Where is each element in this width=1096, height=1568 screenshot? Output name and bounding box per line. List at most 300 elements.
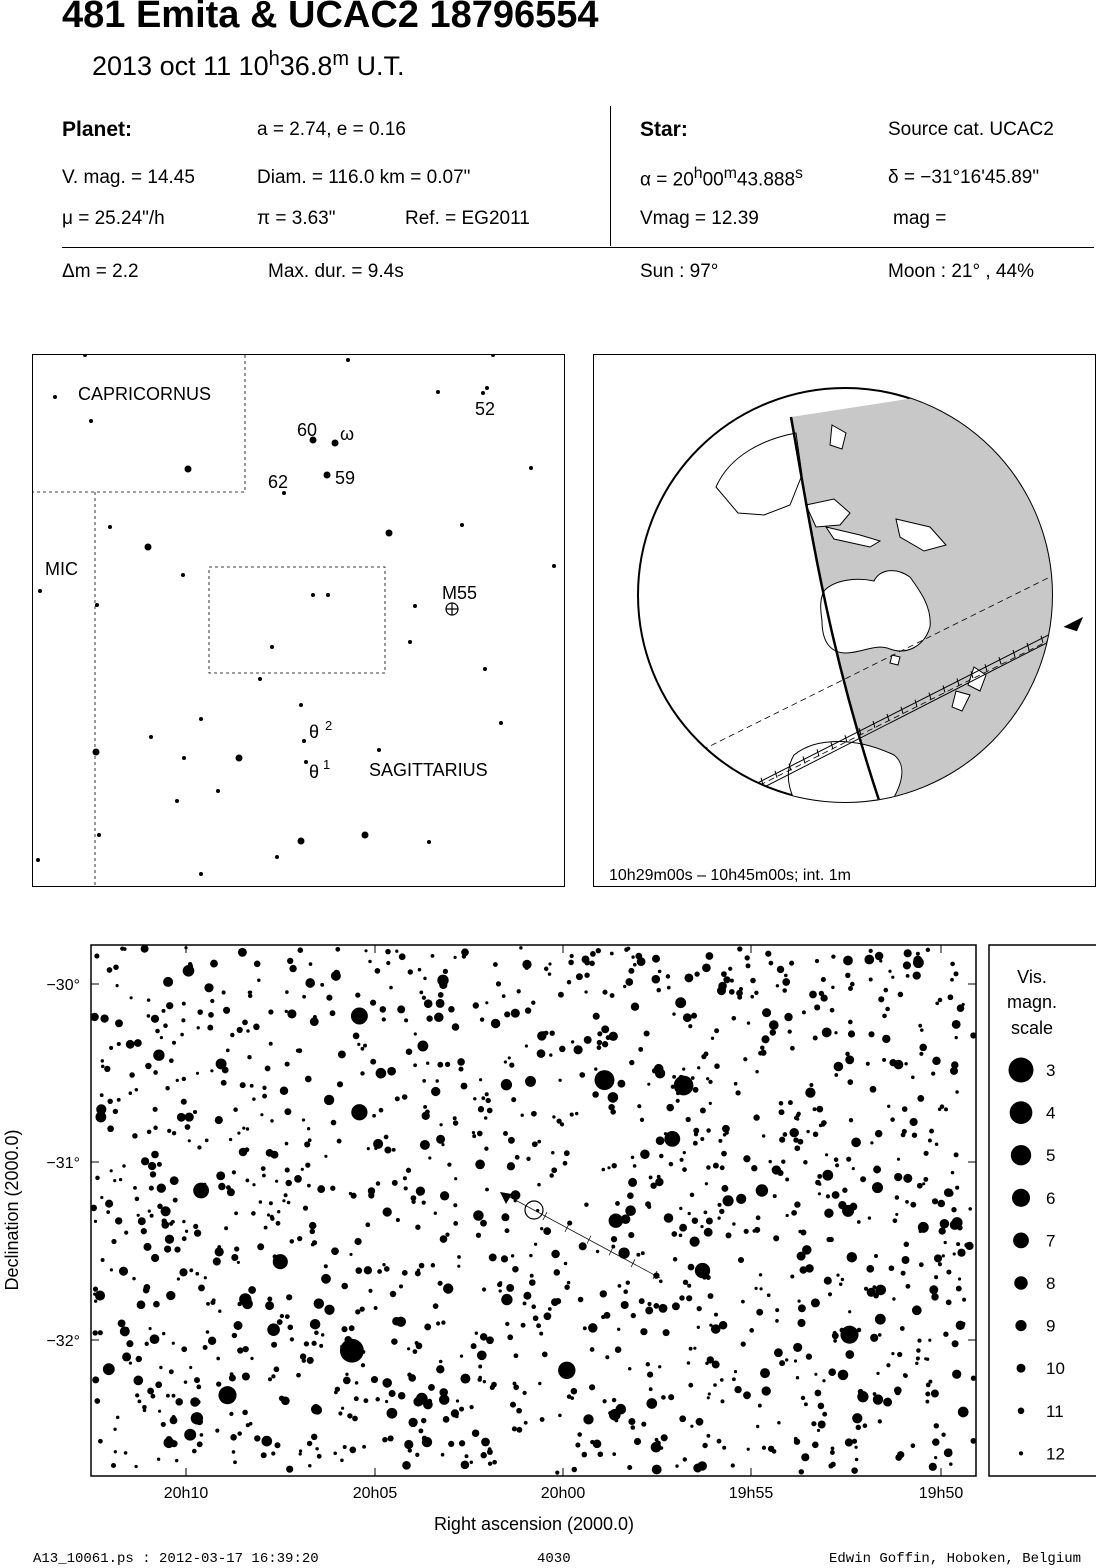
field-star xyxy=(817,1429,820,1432)
field-star xyxy=(368,1187,375,1194)
field-star xyxy=(664,1213,674,1223)
field-star xyxy=(938,998,943,1003)
field-star xyxy=(552,1115,555,1118)
field-star xyxy=(779,1360,785,1366)
field-star xyxy=(548,972,552,976)
field-star xyxy=(892,1297,895,1300)
field-star xyxy=(970,1032,976,1038)
field-star xyxy=(609,1032,618,1041)
field-star xyxy=(652,1068,657,1073)
field-star xyxy=(551,1151,554,1154)
field-star xyxy=(605,1355,609,1359)
track-tick xyxy=(1055,629,1057,636)
field-star xyxy=(230,1434,237,1441)
field-star xyxy=(610,993,615,998)
field-star xyxy=(264,1226,268,1230)
field-star xyxy=(540,1417,545,1422)
field-star xyxy=(597,1045,602,1050)
field-star xyxy=(290,1239,295,1244)
field-star xyxy=(948,1449,952,1453)
field-star xyxy=(163,1023,168,1028)
legend-mag-label: 5 xyxy=(1046,1146,1056,1166)
field-star xyxy=(431,1263,436,1268)
field-star xyxy=(828,1368,836,1376)
field-star xyxy=(824,1209,833,1218)
field-star xyxy=(848,986,853,991)
field-star xyxy=(813,1036,818,1041)
field-star xyxy=(878,1419,882,1423)
field-star xyxy=(503,1131,508,1136)
label-capricornus: CAPRICORNUS xyxy=(78,384,212,404)
field-star xyxy=(760,1045,765,1050)
field-star xyxy=(300,1353,306,1359)
bright-star xyxy=(609,1213,623,1227)
field-star xyxy=(672,1075,676,1079)
field-star xyxy=(177,1277,180,1280)
field-star xyxy=(242,1020,248,1026)
field-star xyxy=(769,1020,779,1030)
field-star xyxy=(382,1378,392,1388)
field-star xyxy=(355,1309,360,1314)
field-star xyxy=(385,1400,388,1403)
field-star xyxy=(897,1352,902,1357)
field-star xyxy=(320,983,324,987)
field-star xyxy=(537,1049,546,1058)
field-star xyxy=(697,1066,700,1069)
field-star xyxy=(831,954,835,958)
field-star xyxy=(734,1386,741,1393)
field-star xyxy=(588,1323,598,1333)
field-star xyxy=(572,1467,578,1473)
field-star xyxy=(482,1287,486,1291)
field-star xyxy=(234,1211,238,1215)
field-star xyxy=(919,1230,922,1233)
field-star xyxy=(341,1326,347,1332)
field-star xyxy=(903,1373,908,1378)
field-star xyxy=(873,1394,883,1404)
field-star xyxy=(257,979,260,982)
field-star xyxy=(852,1439,857,1444)
field-star xyxy=(284,1193,288,1197)
field-star xyxy=(422,996,426,1000)
field-star xyxy=(531,1304,536,1309)
field-star xyxy=(897,1158,900,1161)
field-star xyxy=(773,1194,777,1198)
field-star xyxy=(652,1465,662,1475)
finder-star xyxy=(386,530,393,537)
legend-title-3: scale xyxy=(1010,1018,1054,1038)
field-star xyxy=(921,1227,924,1230)
field-star xyxy=(549,1173,554,1178)
field-star xyxy=(855,1458,859,1462)
bright-star xyxy=(674,1076,694,1096)
field-star xyxy=(483,1380,486,1383)
field-star xyxy=(706,1218,713,1225)
field-star xyxy=(363,1044,367,1048)
field-star xyxy=(197,1145,201,1149)
globe-panel xyxy=(593,354,1096,887)
field-star xyxy=(555,1471,559,1475)
field-star xyxy=(203,1345,208,1350)
field-star xyxy=(221,1080,227,1086)
field-star xyxy=(873,1293,879,1299)
field-star xyxy=(257,1243,264,1250)
field-star xyxy=(426,1015,432,1021)
field-star xyxy=(713,1163,719,1169)
field-star xyxy=(631,1003,639,1011)
field-star xyxy=(480,1333,488,1341)
field-star xyxy=(686,1295,692,1301)
field-star xyxy=(687,1284,691,1288)
field-star xyxy=(902,1106,908,1112)
field-star xyxy=(917,1095,924,1102)
field-star xyxy=(738,1257,744,1263)
field-star xyxy=(675,997,686,1008)
table-rule xyxy=(62,247,1094,248)
field-star xyxy=(514,1353,519,1358)
field-star xyxy=(189,1366,192,1369)
field-star xyxy=(437,1062,443,1068)
field-star xyxy=(501,1255,508,1262)
field-star xyxy=(584,1202,588,1206)
field-star xyxy=(222,1067,229,1074)
field-star xyxy=(357,1043,360,1046)
field-star xyxy=(287,1201,291,1205)
star-chart xyxy=(0,928,1096,1568)
field-star xyxy=(188,962,192,966)
field-star xyxy=(196,1072,199,1075)
field-star xyxy=(269,1042,273,1046)
field-star xyxy=(777,1170,783,1176)
field-star xyxy=(819,991,824,996)
field-star xyxy=(904,1062,907,1065)
field-star xyxy=(558,992,564,998)
field-star xyxy=(287,1009,296,1018)
field-star xyxy=(261,1452,267,1458)
field-star xyxy=(294,1175,302,1183)
field-star xyxy=(928,1339,931,1342)
constellation-boundaries xyxy=(33,355,385,885)
field-star xyxy=(903,961,911,969)
field-star xyxy=(549,1053,552,1056)
field-star xyxy=(148,1162,156,1170)
field-star xyxy=(531,1001,535,1005)
field-star xyxy=(875,952,884,961)
field-star xyxy=(277,1210,280,1213)
field-star xyxy=(98,1439,103,1444)
field-star xyxy=(222,990,226,994)
field-star xyxy=(721,1185,728,1192)
field-star xyxy=(597,1040,602,1045)
field-star xyxy=(680,1158,684,1162)
field-star xyxy=(488,1462,492,1466)
field-star xyxy=(141,945,149,953)
field-star xyxy=(567,1281,571,1285)
field-star xyxy=(107,967,113,973)
field-star xyxy=(492,1460,497,1465)
field-star xyxy=(360,1071,364,1075)
field-star xyxy=(119,1267,128,1276)
field-star xyxy=(652,975,661,984)
field-star xyxy=(895,1390,901,1396)
field-star xyxy=(259,1200,263,1204)
field-star xyxy=(428,1156,431,1159)
bright-star xyxy=(351,1104,367,1120)
field-star xyxy=(501,1079,512,1090)
field-star xyxy=(420,1140,430,1150)
field-star xyxy=(117,1042,121,1046)
field-star xyxy=(417,1041,428,1052)
field-star xyxy=(633,1164,637,1168)
field-star xyxy=(341,1407,344,1410)
field-star xyxy=(324,1155,327,1158)
field-star xyxy=(781,1160,785,1164)
field-star xyxy=(402,1094,408,1100)
field-star xyxy=(563,1161,568,1166)
field-star xyxy=(309,1222,317,1230)
field-star xyxy=(717,1439,722,1444)
field-star xyxy=(704,1211,708,1215)
field-star xyxy=(926,1383,931,1388)
field-star xyxy=(942,1254,945,1257)
xtick-20h05: 20h05 xyxy=(352,1485,398,1502)
field-star xyxy=(864,955,874,965)
field-star xyxy=(453,1221,458,1226)
field-star xyxy=(513,1382,517,1386)
field-star xyxy=(818,1183,821,1186)
bright-star xyxy=(695,1263,710,1278)
field-star xyxy=(596,948,601,953)
field-star xyxy=(402,1461,411,1470)
field-star xyxy=(762,1008,771,1017)
field-star xyxy=(627,1465,632,1470)
field-star xyxy=(845,1438,853,1446)
field-star xyxy=(290,1337,294,1341)
m55-symbol xyxy=(446,603,458,615)
finder-star xyxy=(181,573,185,577)
field-star xyxy=(515,1155,520,1160)
field-star xyxy=(428,1384,435,1391)
field-star xyxy=(592,1091,599,1098)
field-star xyxy=(744,1229,749,1234)
field-star xyxy=(939,1227,946,1234)
field-star xyxy=(940,1219,950,1229)
field-star xyxy=(101,1059,104,1062)
legend-mag-label: 12 xyxy=(1046,1444,1065,1464)
field-star xyxy=(739,987,743,991)
field-star xyxy=(181,1346,187,1352)
field-star xyxy=(237,1347,243,1353)
star-alpha xyxy=(640,165,803,191)
field-star xyxy=(660,1446,664,1450)
field-star xyxy=(262,1086,266,1090)
field-star xyxy=(129,1072,135,1078)
field-star xyxy=(147,1130,152,1135)
field-star xyxy=(408,969,413,974)
australia xyxy=(821,571,931,653)
field-star xyxy=(460,1374,470,1384)
field-star xyxy=(107,1099,112,1104)
field-star xyxy=(639,1298,645,1304)
field-star xyxy=(360,1306,365,1311)
field-star xyxy=(388,1435,394,1441)
field-star xyxy=(944,1188,953,1197)
field-star xyxy=(349,1253,352,1256)
field-star xyxy=(721,971,727,977)
field-star xyxy=(145,1063,151,1069)
bright-star xyxy=(558,1362,575,1379)
field-star xyxy=(578,1297,584,1303)
field-star xyxy=(831,986,834,989)
field-star xyxy=(940,1104,945,1109)
field-star xyxy=(925,1400,929,1404)
field-star xyxy=(957,1004,965,1012)
field-star xyxy=(717,1216,720,1219)
field-star xyxy=(902,1256,910,1264)
field-star xyxy=(582,955,590,963)
field-star xyxy=(571,1388,578,1395)
field-star xyxy=(271,1451,275,1455)
field-star xyxy=(728,967,732,971)
field-star xyxy=(226,1185,231,1190)
globe-caption: 10h29m00s – 10h45m00s; int. 1m xyxy=(609,867,851,884)
field-star xyxy=(934,1254,942,1262)
field-star xyxy=(926,1358,929,1361)
field-star xyxy=(151,1015,159,1023)
field-star xyxy=(524,1421,528,1425)
field-star xyxy=(269,1201,273,1205)
field-star xyxy=(267,1297,272,1302)
field-star xyxy=(709,1102,712,1105)
field-star xyxy=(384,1266,390,1272)
field-star xyxy=(362,1445,366,1449)
field-star xyxy=(608,1411,612,1415)
field-star xyxy=(646,1362,650,1366)
field-star xyxy=(741,1341,746,1346)
field-star xyxy=(105,1200,113,1208)
field-star xyxy=(688,1024,692,1028)
footer-number: 4030 xyxy=(537,1551,571,1567)
ytick-31: −31° xyxy=(46,1155,80,1172)
field-star xyxy=(150,1214,154,1218)
label-mic: MIC xyxy=(45,559,78,579)
finder-star xyxy=(485,386,489,390)
field-star xyxy=(251,1211,256,1216)
field-star xyxy=(461,1461,470,1470)
field-star xyxy=(459,1407,464,1412)
field-star xyxy=(931,1390,939,1398)
field-star xyxy=(707,1356,714,1363)
field-star xyxy=(737,995,742,1000)
field-star xyxy=(952,1340,959,1347)
xtick-19h55: 19h55 xyxy=(728,1485,774,1502)
field-star xyxy=(371,1376,378,1383)
field-star xyxy=(690,1425,693,1428)
field-star xyxy=(822,1027,832,1037)
field-star xyxy=(254,960,261,967)
field-star xyxy=(931,1293,938,1300)
field-star xyxy=(395,1096,400,1101)
field-star xyxy=(801,1396,805,1400)
field-star xyxy=(848,1030,855,1037)
field-star xyxy=(912,1305,922,1315)
field-star xyxy=(274,1366,280,1372)
field-star xyxy=(454,956,457,959)
field-star xyxy=(376,1068,387,1079)
field-star xyxy=(718,1139,722,1143)
field-star xyxy=(798,1304,806,1312)
field-star xyxy=(721,1151,727,1157)
field-star xyxy=(439,1388,448,1397)
field-star xyxy=(205,1139,209,1143)
field-star xyxy=(789,961,794,966)
field-star xyxy=(750,978,756,984)
field-star xyxy=(355,1381,359,1385)
field-star xyxy=(890,1117,895,1122)
field-star xyxy=(216,1381,221,1386)
field-star xyxy=(659,1279,663,1283)
field-star xyxy=(150,1394,155,1399)
field-star xyxy=(689,1236,699,1246)
field-star xyxy=(818,1421,826,1429)
finder-star xyxy=(362,832,369,839)
field-star xyxy=(182,1002,186,1006)
field-star xyxy=(118,1319,126,1327)
field-star xyxy=(365,1222,370,1227)
field-star xyxy=(784,1013,792,1021)
field-star xyxy=(885,1007,890,1012)
field-star xyxy=(434,1212,437,1215)
field-star xyxy=(415,1341,419,1345)
field-star xyxy=(760,1050,766,1056)
finder-star xyxy=(216,789,220,793)
field-star xyxy=(174,1247,180,1253)
field-star xyxy=(756,1215,761,1220)
field-star xyxy=(470,1461,474,1465)
field-star xyxy=(688,1383,693,1388)
field-star xyxy=(694,1132,698,1136)
field-star xyxy=(126,1040,135,1049)
planet-heading: Planet: xyxy=(62,118,133,141)
field-star xyxy=(93,1287,98,1292)
field-star xyxy=(770,1029,776,1035)
field-star xyxy=(558,1414,562,1418)
field-star xyxy=(234,1246,239,1251)
field-star xyxy=(760,1287,763,1290)
field-star xyxy=(416,1393,428,1405)
field-star xyxy=(249,1422,253,1426)
field-star xyxy=(653,1272,659,1278)
finder-star xyxy=(182,756,186,760)
field-star xyxy=(94,954,99,959)
track-tick xyxy=(747,785,749,792)
field-star xyxy=(243,1346,249,1352)
field-star xyxy=(762,1446,766,1450)
field-star xyxy=(489,1253,497,1261)
field-star xyxy=(212,1298,216,1302)
field-star xyxy=(551,1167,557,1173)
field-star xyxy=(285,1010,288,1013)
field-star xyxy=(361,1047,365,1051)
field-star xyxy=(905,1200,909,1204)
field-star xyxy=(793,1137,798,1142)
field-star xyxy=(749,1328,754,1333)
field-star xyxy=(938,1200,946,1208)
field-star xyxy=(285,1314,290,1319)
field-star xyxy=(688,1212,691,1215)
finder-star xyxy=(332,440,339,447)
field-star xyxy=(382,1017,386,1021)
